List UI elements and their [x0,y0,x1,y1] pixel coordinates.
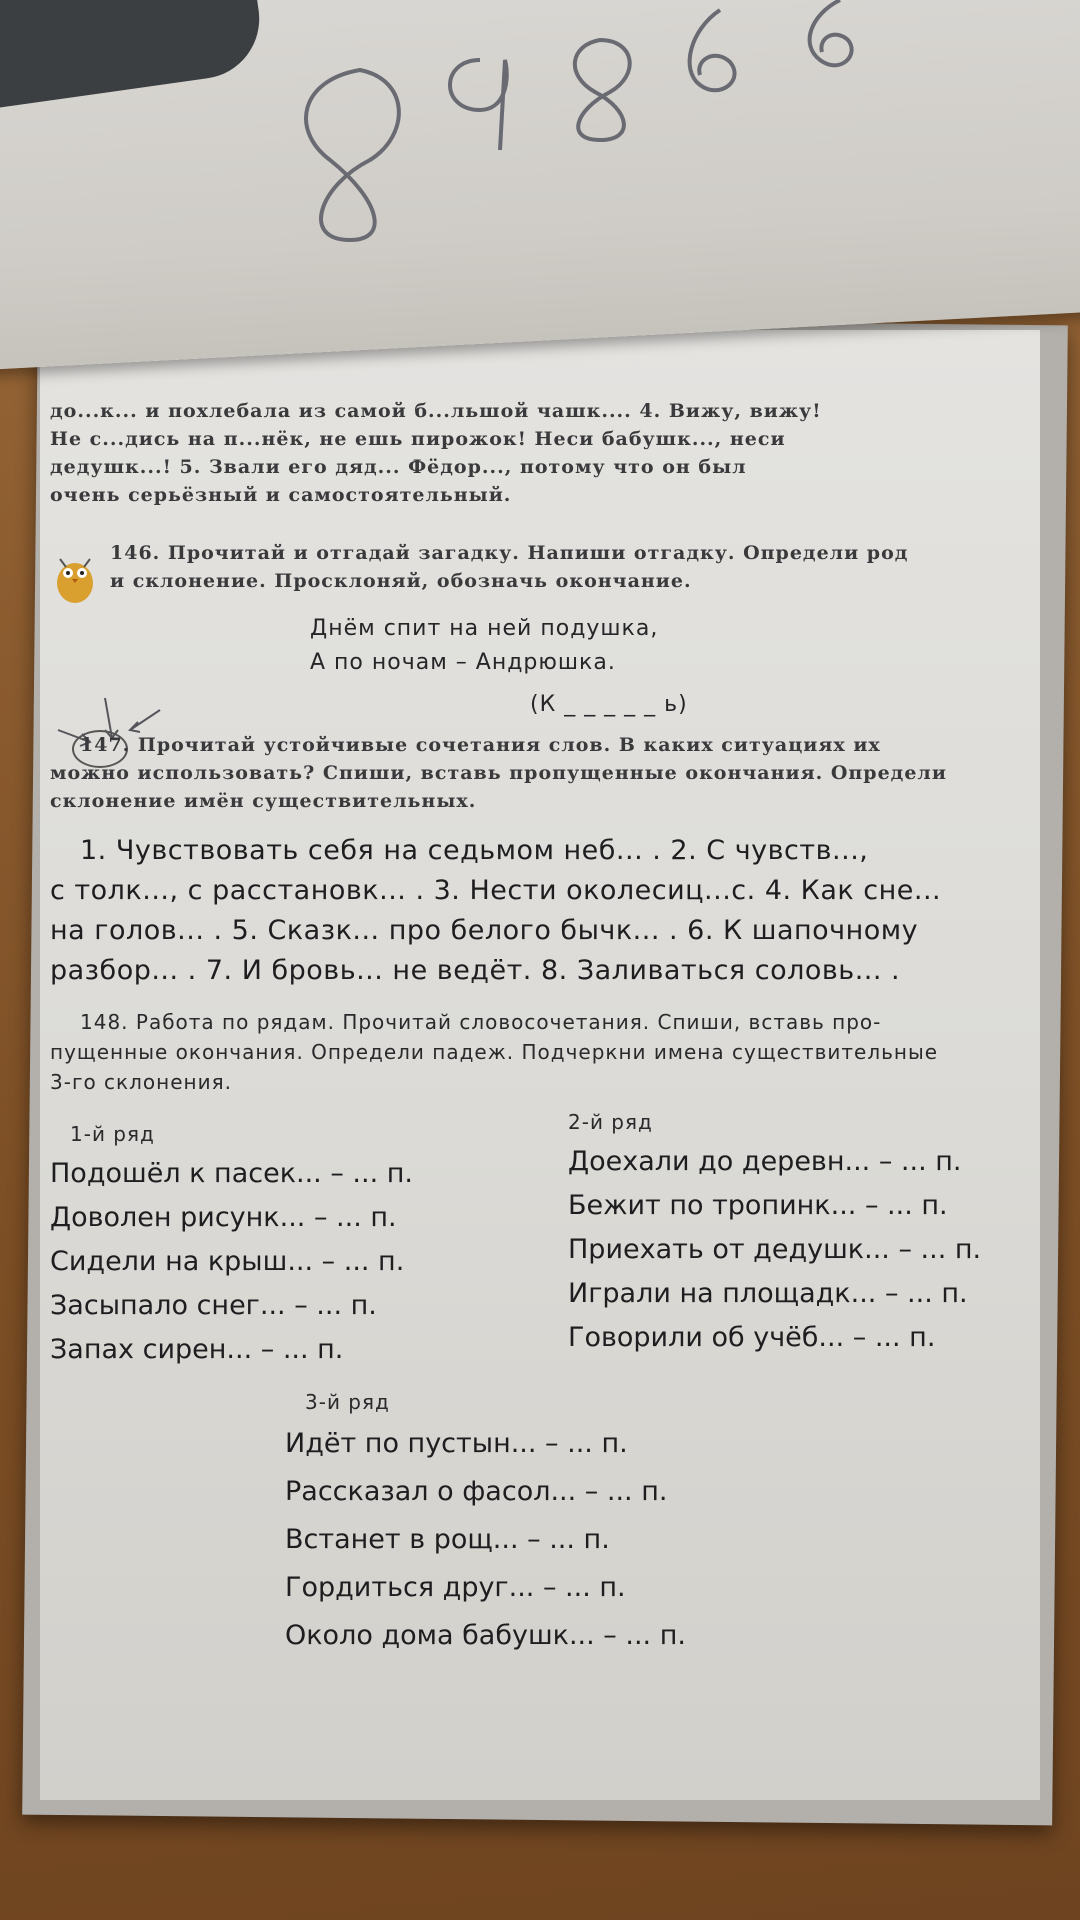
row1-item-4: Засыпало снег... – ... п. [50,1290,377,1321]
ex148-line-1: 148. Работа по рядам. Прочитай словосочетания. Спиши, вставь про- [80,1010,882,1034]
row2-item-4: Играли на площадк... – ... п. [568,1278,968,1309]
row2-item-5: Говорили об учёб... – ... п. [568,1322,936,1353]
ex148-line-2: пущенные окончания. Определи падеж. Подчеркни имена существительные [50,1040,939,1064]
handwritten-digit-8 [306,70,399,240]
owl-icon [50,545,100,605]
row3-item-2: Рассказал о фасол... – ... п. [285,1476,668,1507]
row1-item-3: Сидели на крыш... – ... п. [50,1246,405,1277]
ex147-line-3: склонение имён существительных. [50,790,477,812]
row3-item-4: Гордиться друг... – ... п. [285,1572,626,1603]
ex146-line-2: и склонение. Просклоняй, обозначь окончание. [110,570,692,592]
ex145-line-2: Не с...дись на п...нёк, не ешь пирожок! Неси бабушк..., неси [50,428,786,450]
row3-item-3: Встанет в рощ... – ... п. [285,1524,610,1555]
row1-item-2: Доволен рисунк... – ... п. [50,1202,397,1233]
ex145-line-1: до...к... и похлебала из самой б...льшой чашк.... 4. Вижу, вижу! [50,400,822,422]
row2-title: 2-й ряд [568,1110,653,1134]
handwritten-digits [0,0,1080,300]
row3-title: 3-й ряд [305,1390,390,1414]
row2-item-2: Бежит по тропинк... – ... п. [568,1190,948,1221]
ex147-item-line-4: разбор... . 7. И бровь... не ведёт. 8. Заливаться соловь... . [50,955,901,986]
ex145-line-3: дедушк...! 5. Звали его дяд... Фёдор..., потому что он был [50,456,747,478]
row3-item-5: Около дома бабушк... – ... п. [285,1620,686,1651]
textbook-page [40,330,1040,1800]
handwritten-digit-6 [690,10,735,90]
ex145-line-4: очень серьёзный и самостоятельный. [50,484,512,506]
handwritten-digit-9 [450,60,507,150]
ex146-line-1: 146. Прочитай и отгадай загадку. Напиши отгадку. Определи род [110,542,909,564]
ex147-item-line-2: с толк..., с расстановк... . 3. Нести околесиц...с. 4. Как сне... [50,875,942,906]
ex147-item-line-3: на голов... . 5. Сказк... про белого бычк... . 6. К шапочному [50,915,919,946]
ex147-line-2: можно использовать? Спиши, вставь пропущенные окончания. Определи [50,762,947,784]
handwritten-digit-8b [575,40,630,140]
row3-item-1: Идёт по пустын... – ... п. [285,1428,628,1459]
ex147-line-1: 147. Прочитай устойчивые сочетания слов. В каких ситуациях их [80,734,881,756]
riddle-line-2: А по ночам – Андрюшка. [310,650,616,675]
row1-title: 1-й ряд [70,1122,155,1146]
row1-item-1: Подошёл к пасек... – ... п. [50,1158,413,1189]
ex148-line-3: 3-го склонения. [50,1070,232,1094]
row1-item-5: Запах сирен... – ... п. [50,1334,344,1365]
row2-item-3: Приехать от дедушк... – ... п. [568,1234,982,1265]
row2-item-1: Доехали до деревн... – ... п. [568,1146,962,1177]
riddle-line-1: Днём спит на ней подушка, [310,616,659,641]
riddle-answer: (К _ _ _ _ _ ь) [530,692,688,717]
handwritten-digit-6b [810,0,852,65]
ex147-item-line-1: 1. Чувствовать себя на седьмом неб... . 2. С чувств..., [80,835,869,866]
